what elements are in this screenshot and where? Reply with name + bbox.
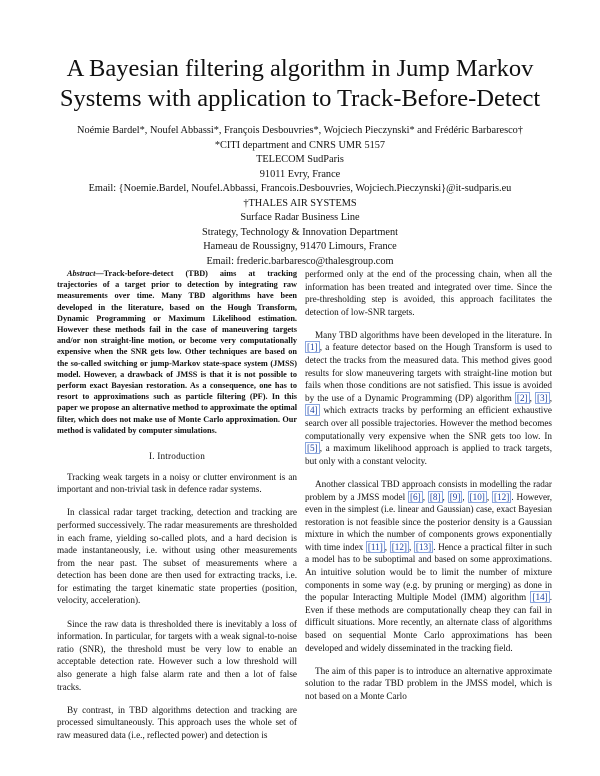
citation-link[interactable]: [6] [409, 491, 421, 502]
paragraph-text: Another classical TBD approach consists in modelling the radar problem by a JMSS model [305, 478, 552, 502]
intro-paragraph-4: By contrast, in TBD algorithms detection and tracking are processed simultaneously. This approach uses the whole set of raw measured data (i.e., reflected power) and detection is [57, 704, 297, 740]
paragraph-text: which extracts tracks by performing an efficient exhaustive search over all possible trajectories. However the method becomes computationally very expensive when the SNR gets too low. In [305, 405, 552, 441]
left-column [57, 268, 297, 752]
paragraph-text: , a maximum likelihood approach is applied to track targets, but only with a constant velocity. [305, 443, 552, 466]
intro-paragraph-8: The aim of this paper is to introduce an alternative approximate solution to the radar TBD problem in the JMSS model, which is not based on a Monte Carlo [305, 665, 552, 701]
section-heading-introduction: I. Introduction [148, 451, 206, 462]
paragraph-text: , a feature detector based on the Hough Transform is used to detect the tracks from the measured data. This method gives good results for slow maneuvering targets with straight-line motion but fails when those conditions are not satisfied. This issue is avoided by the use of a Dynamic Programming (DP) algorithm [305, 342, 552, 403]
affiliation-2-address: Hameau de Roussigny, 91470 Limours, France [203, 241, 397, 252]
intro-paragraph-3: Since the raw data is thresholded there is inevitably a loss of information. In particular, for targets with a weak signal-to-noise ratio (SNR), the threshold must be very low to enable an acceptable detection rate. However such a low threshold will also generate a high false alarm rate and then a lot of false tracks. [57, 618, 297, 692]
paragraph-text: . Hence a practical filter in such a model has to be suboptimal and based on some approximations. An intuitive solution would be to limit the number of mixture components in some way (e.g. by pruning or merging) as done in the popular Interacting Multiple Model (IMM) algorithm [305, 541, 553, 603]
affiliation-1-school: TELECOM SudParis [256, 154, 344, 165]
title-line-1: A Bayesian filtering algorithm in Jump Markov [66, 55, 534, 82]
citation-link[interactable]: [5] [307, 443, 318, 454]
affiliation-1-dept: *CITI department and CNRS UMR 5157 [214, 139, 386, 151]
citation-link[interactable]: [1] [307, 342, 318, 353]
intro-paragraph-5: performed only at the end of the processing chain, when all the information has been treated and integrated over time. Since the pre-thresholding step is avoided, this approach facilitates the detection of low-SNR targets. [305, 269, 552, 317]
intro-paragraph-1: Tracking weak targets in a noisy or clutter environment is an important and non-trivial task in defence radar systems. [57, 471, 297, 495]
paragraph-text: . However, even in the simplest (i.e. linear and Gaussian) case, exact Bayesian restoration is not feasible since the posterior density is a Gaussian mixture in which the number of components grows exponentially with time index [305, 491, 553, 552]
citation-link[interactable]: [8] [429, 491, 441, 502]
paragraph-text: Many TBD algorithms have been developed in the literature. In [315, 329, 552, 340]
citation-link[interactable]: [12] [494, 491, 510, 502]
title-line-2: Systems with application to Track-Before-Detect [59, 85, 541, 112]
author-block [0, 124, 600, 269]
affiliation-1-email: Email: {Noemie.Bardel, Noufel.Abbassi, Francois.Desbouvries, Wojciech.Pieczynski}@it-sudparis.eu [88, 183, 512, 194]
affiliation-2-email: Email: frederic.barbaresco@thalesgroup.com [206, 255, 394, 267]
citation-link[interactable]: [9] [449, 491, 461, 502]
affiliation-2-company: †THALES AIR SYSTEMS [243, 197, 357, 209]
citation-link[interactable]: [3] [536, 392, 548, 403]
affiliation-1-address: 91011 Evry, France [259, 168, 341, 180]
paragraph-text: . Even if these methods are computationally cheap they can fail in difficult situations. More recently, an alternate class of algorithms based on sequential Monte Carlo approximations has been developed and widely disseminated in the tracking field. [305, 592, 552, 653]
authors-line: Noémie Bardel*, Noufel Abbassi*, François Desbouvries*, Wojciech Pieczynski* and Frédéric Barbaresco† [77, 125, 523, 136]
abstract-text: —Track-before-detect (TBD) aims at tracking trajectories of a target prior to detection by integrating raw measurements over time. Many TBD algorithms have been developed in the literature, based on the Hough Transform, Dynamic Programming or Maximum Likelihood estimation. However these methods fail in the case of maneuvering targets and/or non straight-line motion, or become very computationally expensive when the SNR gets low. Other techniques are based on the so-called switching or jump-Markov state-space system (JMSS) model. However, a drawback of JMSS is that it is not possible to perform exact Bayesian restoration. As a consequence, one has to resort to approximations such as particle filtering (PF). In this paper we propose an alternative method to approximate the optimal filter, which does not make use of Monte Carlo approximation. Our method is validated by computer simulations. [57, 269, 297, 435]
citation-link[interactable]: [12] [391, 541, 407, 552]
intro-paragraph-7: Another classical TBD approach consists in modelling the radar problem by a JMSS model [6] , [8] , [9] , [10] , [12] . However, even in the simplest (i.e. linear and Gaussian) case, exact Bayesian restoration is not feasible since the posterior density is a Gaussian mixture in which the number of components grows exponentially with time index [11] , [12] , [13] . Hence a practical filter in such a model has to be suboptimal and based on some approximations. An intuitive solution would be to limit the number of mixture components in some way (e.g. by pruning or merging) as done in the popular Interacting Multiple Model (IMM) algorithm [14] . Even if these methods are computationally cheap they can fail in difficult situations. More recently, an alternate class of algorithms based on sequential Monte Carlo approximations has been developed and widely disseminated in the tracking field. [305, 478, 553, 653]
citation-link[interactable]: [14] [532, 592, 548, 603]
citation-link[interactable]: [2] [516, 392, 528, 403]
abstract [57, 268, 297, 436]
citation-link[interactable]: [13] [415, 541, 432, 552]
citation-link[interactable]: [10] [469, 491, 485, 502]
abstract-label: Abstract [67, 269, 96, 278]
citation-link[interactable]: [11] [367, 541, 383, 552]
affiliation-2-unit: Surface Radar Business Line [240, 212, 360, 223]
affiliation-2-dept: Strategy, Technology & Innovation Department [201, 226, 399, 238]
intro-paragraph-6: Many TBD algorithms have been developed in the literature. In [1] , a feature detector based on the Hough Transform is used to detect the tracks from the measured data. This method gives good results for slow maneuvering targets with straight-line motion but fails when those conditions are not satisfied. This issue is avoided by the use of a Dynamic Programming (DP) algorithm [2] , [3] , [4] which extracts tracks by performing an efficient exhaustive search over all possible trajectories. However the method becomes computationally very expensive when the SNR gets too low. In [5] , a maximum likelihood approach is applied to track targets, but only with a constant velocity. [305, 329, 552, 466]
paper-title [0, 54, 600, 114]
citation-link[interactable]: [4] [307, 405, 318, 416]
intro-paragraph-2: In classical radar target tracking, detection and tracking are performed successively. The radar measurements are thresholded in each frame, yielding so-called plots, and a hard decision is made instantaneously, i.e. without using other measurements from the near past. The subset of measurements where a detection has been done are then used for extracting tracks, i.e. for estimating the target kinematic state properties (position, velocity, acceleration). [57, 507, 297, 606]
right-column [305, 268, 552, 713]
